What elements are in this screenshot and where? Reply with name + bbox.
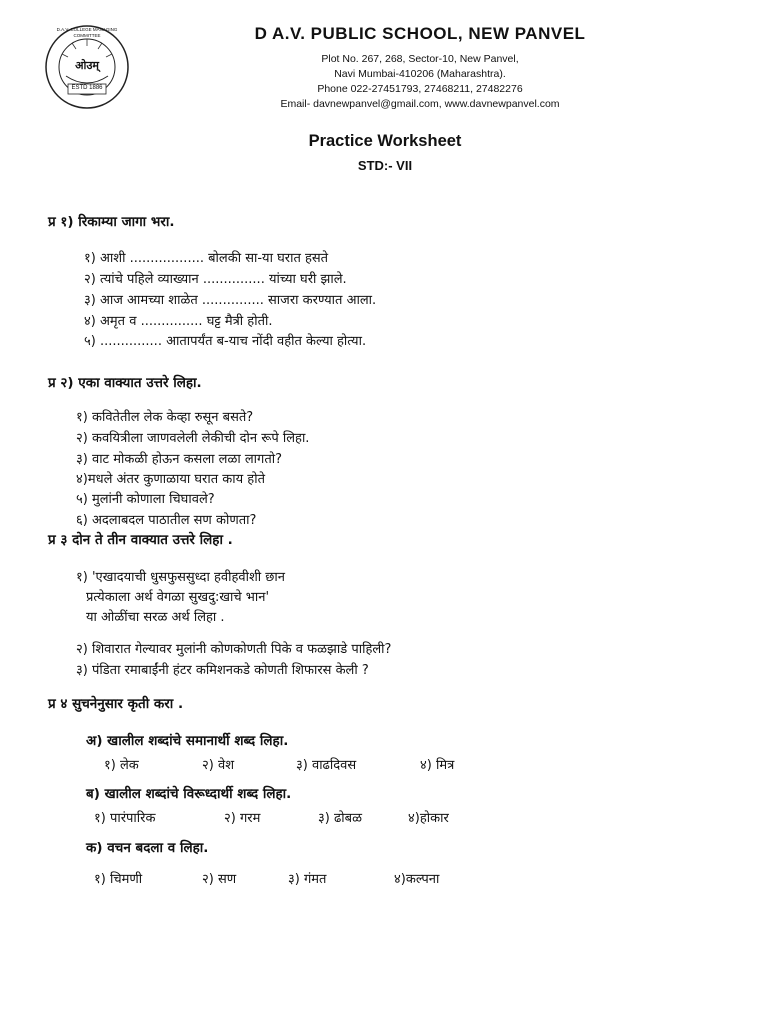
q4b-word-4: ४)होकार — [408, 811, 449, 826]
school-header — [180, 24, 660, 112]
q4c-word-1: १) चिमणी — [94, 872, 143, 887]
q1-item-4: ४) अमृत व ............... घट्ट मैत्री होती. — [84, 314, 273, 329]
q4a-label: अ) खालील शब्दांचे समानार्थी शब्द लिहा. — [86, 733, 289, 749]
q1-item-3: ३) आज आमच्या शाळेत ............... साजरा करण्यात आला. — [84, 293, 377, 308]
q2-item-3: ३) वाट मोकळी होऊन कसला लळा लागतो? — [76, 452, 283, 467]
q4c-label: क) वचन बदला व लिहा. — [86, 840, 209, 856]
q1-item-5: ५) ............... आतापर्यंत ब-याच नोंदी वहीत केल्या होत्या. — [84, 334, 367, 349]
address-line-1: Plot No. 267, 268, Sector-10, New Panvel, — [321, 53, 519, 65]
q2-item-2: २) कवयित्रीला जाणवलेली लेकीची दोन रूपे लिहा. — [76, 431, 310, 446]
q4c-word-4: ४)कल्पना — [394, 872, 440, 887]
worksheet-title: Practice Worksheet — [308, 132, 462, 150]
q2-item-5: ५) मुलांनी कोणाला चिघावले? — [76, 492, 215, 507]
logo-center-text: ओउम् — [75, 59, 99, 72]
logo-top-text: D.A.V. COLLEGE MANAGING COMMITTEE — [56, 27, 118, 38]
q3-item-1-line-2: प्रत्येकाला अर्थ वेगळा सुखदु:खाचे भान' — [86, 590, 270, 605]
q2-heading: प्र २) एका वाक्यात उत्तरे लिहा. — [48, 375, 202, 391]
q1-item-1: १) आशी .................. बोलकी सा-या घरात हसते — [84, 251, 329, 266]
q4c-word-3: ३) गंमत — [288, 872, 327, 887]
q4a-word-1: १) लेक — [104, 758, 139, 773]
school-name: D A.V. PUBLIC SCHOOL, NEW PANVEL — [254, 24, 586, 43]
q4b-word-3: ३) ढोबळ — [318, 811, 362, 826]
q1-heading: प्र १) रिकाम्या जागा भरा. — [48, 214, 175, 230]
email-line: Email- davnewpanvel@gmail.com, www.davnewpanvel.com — [280, 98, 560, 110]
q3-item-1-line-1: १) 'एखादयाची धुसफुससुध्दा हवीहवीशी छान — [76, 570, 285, 585]
q4a-word-2: २) वेश — [202, 758, 235, 773]
q3-item-3: ३) पंडिता रमाबाईंनी हंटर कमिशनकडे कोणती शिफारस केली ? — [76, 663, 369, 678]
phone-line: Phone 022-27451793, 27468211, 27482276 — [317, 83, 523, 95]
q3-heading: प्र ३ दोन ते तीन वाक्यात उत्तरे लिहा . — [48, 532, 233, 548]
school-logo — [44, 24, 130, 110]
address-line-2: Navi Mumbai-410206 (Maharashtra). — [334, 68, 506, 80]
q2-item-4: ४)मधले अंतर कुणाळाया घरात काय होते — [76, 472, 265, 487]
q4b-word-2: २) गरम — [224, 811, 261, 826]
q4b-word-1: १) पारंपारिक — [94, 811, 156, 826]
q4c-word-2: २) सण — [202, 872, 237, 887]
q2-item-6: ६) अदलाबदल पाठातील सण कोणता? — [76, 513, 257, 528]
q3-item-2: २) शिवारात गेल्यावर मुलांनी कोणकोणती पिके व फळझाडे पाहिली? — [76, 642, 392, 657]
q4a-word-4: ४) मित्र — [420, 758, 455, 773]
q4b-words — [94, 808, 449, 826]
logo-estd-text: ESTD 1886 — [71, 85, 103, 91]
q1-item-2: २) त्यांचे पहिले व्याख्यान ............... यांच्या घरी झाले. — [84, 272, 347, 287]
q3-item-1-line-3: या ओळींचा सरळ अर्थ लिहा . — [86, 610, 225, 625]
standard-label: STD:- VII — [357, 158, 413, 173]
q2-item-1: १) कवितेतील लेक केव्हा रुसून बसते? — [76, 410, 254, 425]
q4a-words — [104, 755, 454, 773]
q4-heading: प्र ४ सुचनेनुसार कृती करा . — [48, 696, 184, 712]
q4b-label: ब) खालील शब्दांचे विरूध्दार्थी शब्द लिहा. — [86, 786, 292, 802]
q4c-words — [94, 869, 439, 887]
q4a-word-3: ३) वाढदिवस — [296, 758, 357, 773]
